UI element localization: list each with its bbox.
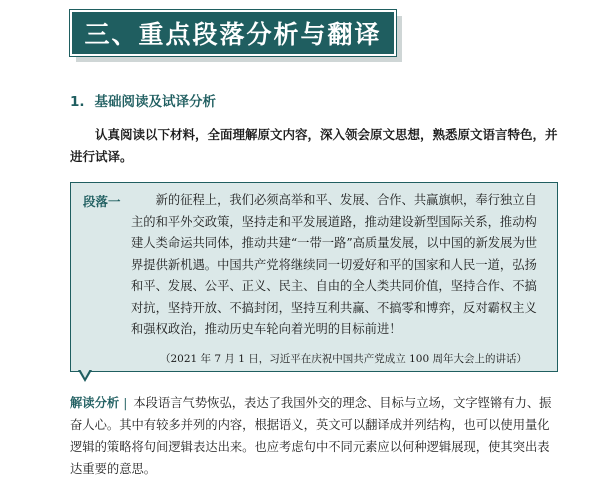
- section-banner: [70, 10, 396, 56]
- analysis-paragraph: [70, 392, 560, 480]
- passage-label: 段落一: [83, 194, 121, 209]
- intro-paragraph: 认真阅读以下材料，全面理解原文内容，深入领会原文思想，熟悉原文语言特色，并进行试译。: [70, 127, 558, 164]
- passage-box-tail-fill: [80, 369, 90, 378]
- subsection-heading: [70, 90, 216, 110]
- section-title: 三、重点段落分析与翻译: [84, 20, 382, 49]
- passage-source: （2021 年 7 月 1 日，习近平在庆祝中国共产党成立 100 周年大会上的讲话）: [160, 353, 527, 365]
- analysis-text: 本段语言气势恢弘，表达了我国外交的理念、目标与立场，文字铿锵有力、振奋人心。其中有较多并列的内容，根据语义，英文可以翻译成并列结构，也可以使用量化逻辑的策略将句间逻辑表达出来。也应考虑句中不同元素应以何种逻辑展现，使其突出表达重要的意思。: [70, 396, 552, 476]
- analysis-label: 解读分析: [70, 396, 120, 410]
- subsection-number: 1.: [70, 94, 85, 110]
- passage-box: [70, 182, 558, 372]
- passage-text: 新的征程上，我们必须高举和平、发展、合作、共赢旗帜，奉行独立自主的和平外交政策，坚持走和平发展道路，推动建设新型国际关系，推动构建人类命运共同体，推动共建“一带一路”高质量发展，以中国的新发展为世界提供新机遇。中国共产党将继续同一切爱好和平的国家和人民一道，弘扬和平、发展、公平、正义、民主、自由的全人类共同价值，坚持合作、不搞对抗，坚持开放、不搞封闭，坚持互利共赢、不搞零和博弈，反对霸权主义和强权政治，推动历史车轮向着光明的目标前进！: [131, 193, 538, 336]
- subsection-title: 基础阅读及试译分析: [94, 94, 217, 110]
- analysis-separator: |: [123, 396, 128, 410]
